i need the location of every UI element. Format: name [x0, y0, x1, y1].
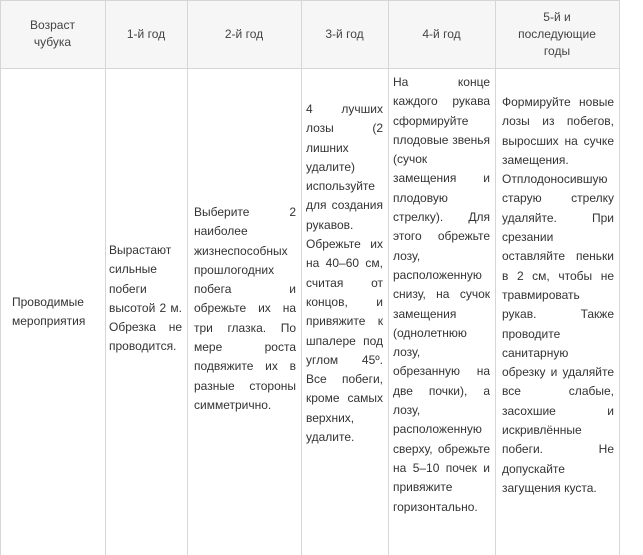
cell-year2-text: Выберите 2 наиболее жизнеспособных прошлогодних побега и обрежьте их на три глазка. По мере роста подвяжите их в разные стороны симметрично.: [194, 205, 296, 412]
cell-year5-text: Формируйте новые лозы из побегов, выросших на сучке замещения. Отплодоносившую старую стрелку удаляйте. При срезании оставляйте пеньки в 2 см, чтобы не травмировать рукав. Также проводите санитарную обрезку и удаляйте все слабые, засохшие и искривлённые побеги. Не допускайте загущения куста.: [502, 95, 614, 495]
column-divider: [187, 0, 188, 555]
header-cell-year5: [495, 0, 619, 68]
cell-year4-text: На конце каждого рукава сформируйте плодовые звенья (сучок замещения и плодовую стрелку). Для этого обрежьте лозу, расположенную снизу, на сучок замещения (однолетнюю лозу, обрезанную на две почки), а лозу, расположенную сверху, обрежьте на 5–10 почек и привяжите горизонтально.: [393, 75, 490, 514]
header-year3-label: 3-й год: [325, 26, 364, 41]
header-year2-label: 2-й год: [224, 26, 264, 41]
header-year1-label: 1-й год: [126, 26, 166, 41]
row-label-line1: Проводимые: [12, 295, 84, 309]
header-age-line2: чубука: [33, 35, 72, 49]
column-divider: [495, 0, 496, 555]
header-cell-year1: [105, 0, 187, 68]
row-label-line2: мероприятия: [12, 314, 86, 328]
header-cell-age: [0, 0, 105, 68]
header-age-line1: Возраст: [30, 18, 75, 32]
header-year5-line1: 5-й и: [543, 9, 571, 24]
cell-year1-text: Вырастают сильные побеги высотой 2 м. Обрезка не проводится.: [109, 243, 182, 354]
row-label-measures: [12, 293, 104, 331]
header-year4-label: 4-й год: [422, 26, 461, 41]
header-year5-line3: годы: [543, 43, 571, 58]
cell-year3-text: 4 лучших лозы (2 лишних удалите) используйте для создания рукавов. Обрежьте их на 40–60 см, считая от концов, и привяжите к шпалере под углом 45º. Все побеги, кроме самых верхних, удалите.: [306, 102, 383, 445]
header-cell-year2: [187, 0, 301, 68]
header-divider: [0, 68, 620, 69]
header-cell-year3: [301, 0, 388, 68]
header-year5-line2: последующие: [518, 26, 596, 41]
table-border-right: [619, 0, 620, 555]
table-border-left: [0, 0, 1, 555]
column-divider: [388, 0, 389, 555]
column-divider: [301, 0, 302, 555]
column-divider: [105, 0, 106, 555]
header-cell-year4: [388, 0, 495, 68]
